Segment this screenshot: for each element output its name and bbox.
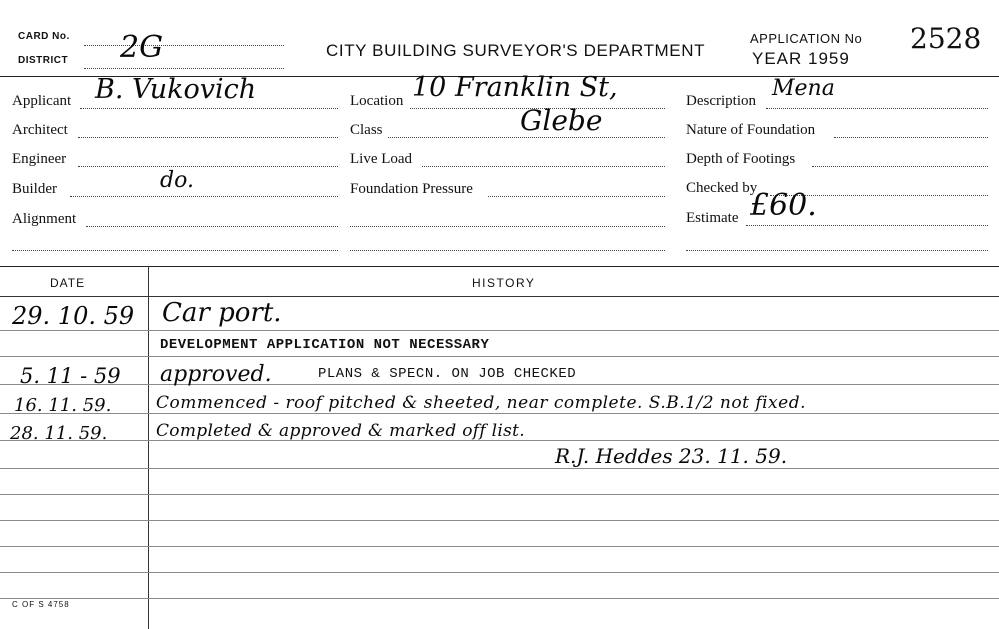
history-rule — [0, 572, 999, 573]
application-no-label: APPLICATION No — [750, 31, 863, 46]
history-entry: Completed & approved & marked off list. — [156, 421, 525, 441]
builder-line — [70, 196, 338, 197]
depth-of-footings-line — [812, 166, 988, 167]
middle-line-5 — [350, 226, 665, 227]
nature-of-foundation-line — [834, 137, 988, 138]
history-top-rule — [0, 266, 999, 267]
inspector-signature: R.J. Heddes 23. 11. 59. — [555, 444, 788, 468]
application-no-value: 2528 — [910, 22, 982, 55]
alignment-label: Alignment — [12, 211, 77, 227]
history-rule — [0, 546, 999, 547]
engineer-line — [78, 166, 338, 167]
history-rule — [0, 413, 999, 414]
district-line — [84, 68, 284, 69]
date-column-divider — [148, 266, 149, 629]
middle-line-6 — [350, 250, 665, 251]
history-typed-entry: DEVELOPMENT APPLICATION NOT NECESSARY — [160, 337, 490, 353]
nature-of-foundation-label: Nature of Foundation — [686, 122, 816, 138]
location-label: Location — [350, 93, 404, 109]
estimate-label: Estimate — [686, 210, 739, 226]
class-value: Glebe — [520, 104, 603, 137]
checked-by-label: Checked by — [686, 180, 758, 196]
live-load-line — [422, 166, 665, 167]
history-rule — [0, 468, 999, 469]
applicant-value: B. Vukovich — [95, 74, 257, 105]
builder-label: Builder — [12, 181, 57, 197]
depth-of-footings-label: Depth of Footings — [686, 151, 796, 167]
history-rule — [0, 494, 999, 495]
description-label: Description — [686, 93, 756, 109]
history-rule — [0, 384, 999, 385]
history-header-rule — [0, 296, 999, 297]
alignment-line — [86, 226, 338, 227]
architect-label: Architect — [12, 122, 68, 138]
history-date: 5. 11 - 59 — [20, 364, 121, 388]
alignment-line-2 — [12, 250, 338, 251]
class-label: Class — [350, 122, 383, 138]
history-entry: Car port. — [162, 298, 282, 328]
district-value: 2G — [120, 30, 164, 65]
history-entry: Commenced - roof pitched & sheeted, near complete. S.B.1/2 not fixed. — [156, 393, 806, 413]
live-load-label: Live Load — [350, 151, 413, 167]
history-date: 29. 10. 59 — [12, 302, 135, 330]
department-title: CITY BUILDING SURVEYOR'S DEPARTMENT — [326, 41, 706, 60]
history-rule — [0, 598, 999, 599]
estimate-value: £60. — [750, 188, 817, 223]
foundation-pressure-line — [488, 196, 665, 197]
card-no-line — [84, 45, 284, 46]
history-rule — [0, 330, 999, 331]
year-label: YEAR 1959 — [752, 49, 850, 68]
form-code: C OF S 4758 — [12, 600, 70, 609]
applicant-label: Applicant — [12, 93, 72, 109]
history-header: HISTORY — [472, 276, 536, 290]
right-line-6 — [686, 250, 988, 251]
foundation-pressure-label: Foundation Pressure — [350, 181, 473, 197]
history-typed-entry: PLANS & SPECN. ON JOB CHECKED — [318, 366, 577, 382]
builder-value: do. — [160, 168, 194, 193]
history-date: 16. 11. 59. — [14, 395, 112, 416]
applicant-line — [80, 108, 338, 109]
location-value: 10 Franklin St, — [412, 72, 618, 103]
history-rule — [0, 520, 999, 521]
history-date: 28. 11. 59. — [10, 423, 108, 444]
card-no-label: CARD No. — [18, 31, 70, 42]
date-header: DATE — [50, 276, 86, 290]
description-line — [766, 108, 988, 109]
history-entry: approved. — [160, 362, 272, 387]
description-value: Mena — [772, 76, 835, 101]
engineer-label: Engineer — [12, 151, 67, 167]
district-label: DISTRICT — [18, 55, 69, 66]
architect-line — [78, 137, 338, 138]
class-line — [388, 137, 665, 138]
history-rule — [0, 356, 999, 357]
estimate-line — [746, 225, 988, 226]
